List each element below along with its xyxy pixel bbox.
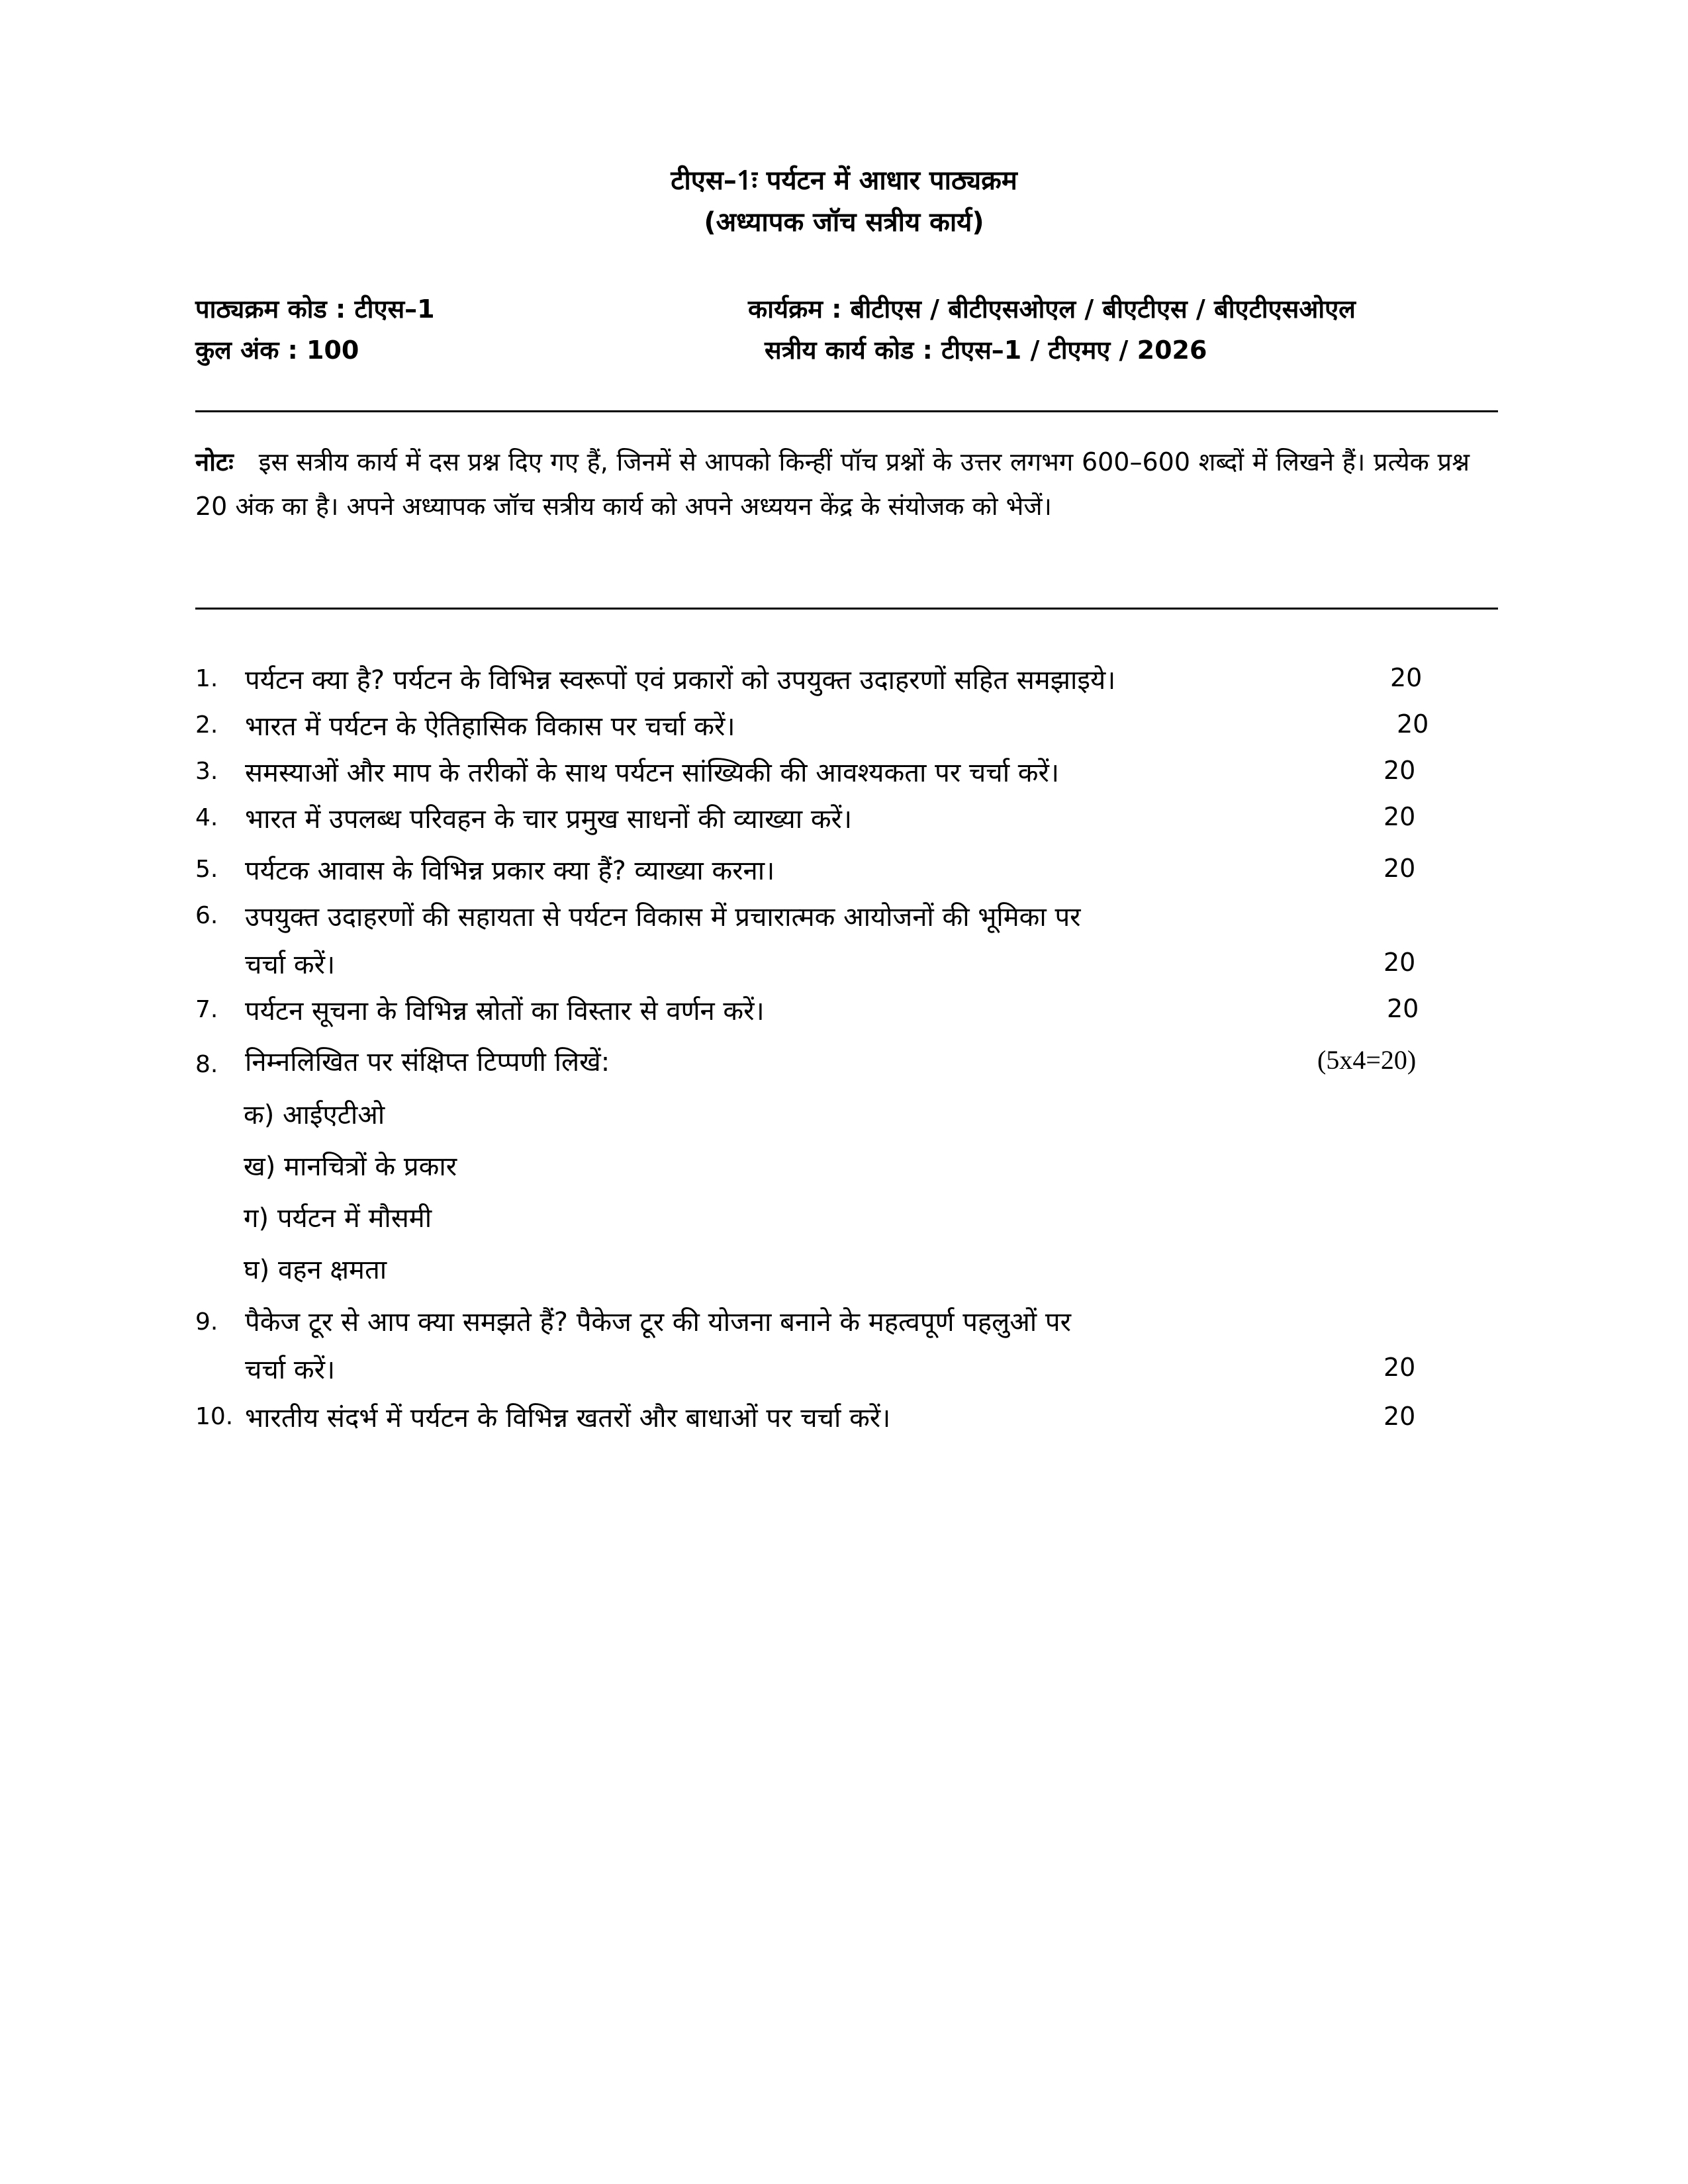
question-number: 10. <box>195 1403 234 1430</box>
question-number: 1. <box>195 665 218 692</box>
question-text-continued: चर्चा करें। <box>245 950 336 980</box>
sub-item: क) आईएटीओ <box>244 1100 385 1130</box>
question-number: 6. <box>195 902 218 929</box>
question-marks: 20 <box>1390 663 1423 692</box>
question-text: पर्यटन सूचना के विभिन्न स्रोतों का विस्तार से वर्णन करें। <box>245 996 765 1026</box>
question-number: 9. <box>195 1308 218 1336</box>
question-number: 8. <box>195 1051 218 1078</box>
question-text: भारत में पर्यटन के ऐतिहासिक विकास पर चर्चा करें। <box>245 711 735 742</box>
question-text: पर्यटक आवास के विभिन्न प्रकार क्या हैं? व्याख्या करना। <box>245 856 775 886</box>
question-marks: 20 <box>1383 948 1416 977</box>
question-text: भारतीय संदर्भ में पर्यटन के विभिन्न खतरों और बाधाओं पर चर्चा करें। <box>245 1403 891 1433</box>
question-marks: 20 <box>1383 1402 1416 1431</box>
question-marks: (5x4=20) <box>1317 1045 1417 1075</box>
question-marks: 20 <box>1383 756 1416 785</box>
note-label: नोटः <box>195 447 234 477</box>
programme: कार्यक्रम : बीटीएस / बीटीएसओएल / बीएटीएस / बीएटीएसओएल <box>748 295 1356 324</box>
question-text: उपयुक्त उदाहरणों की सहायता से पर्यटन विकास में प्रचारात्मक आयोजनों की भूमिका पर <box>245 902 1081 933</box>
total-marks: कुल अंक : 100 <box>195 336 359 365</box>
question-number: 2. <box>195 711 218 739</box>
sub-item: ख) मानचित्रों के प्रकार <box>244 1152 457 1182</box>
sub-item: घ) वहन क्षमता <box>244 1255 387 1285</box>
question-text-continued: चर्चा करें। <box>245 1355 336 1385</box>
question-marks: 20 <box>1383 1353 1416 1382</box>
question-number: 7. <box>195 996 218 1023</box>
question-marks: 20 <box>1383 854 1416 883</box>
question-text: निम्नलिखित पर संक्षिप्त टिप्पणी लिखें: <box>245 1047 610 1077</box>
divider-bottom <box>195 608 1498 610</box>
question-number: 4. <box>195 804 218 831</box>
question-text: समस्याओं और माप के तरीकों के साथ पर्यटन सांख्यिकी की आवश्यकता पर चर्चा करें। <box>245 758 1060 788</box>
sub-item: ग) पर्यटन में मौसमी <box>244 1203 432 1234</box>
document-title: टीएस–1ः पर्यटन में आधार पाठ्यक्रम <box>671 165 1017 196</box>
course-code: पाठ्यक्रम कोड : टीएस–1 <box>195 295 435 324</box>
divider-top <box>195 410 1498 412</box>
question-text: पर्यटन क्या है? पर्यटन के विभिन्न स्वरूपों एवं प्रकारों को उपयुक्त उदाहरणों सहित समझाइये। <box>245 665 1116 696</box>
question-number: 3. <box>195 758 218 785</box>
assignment-code: सत्रीय कार्य कोड : टीएस–1 / टीएमए / 2026 <box>765 336 1207 365</box>
question-text: भारत में उपलब्ध परिवहन के चार प्रमुख साधनों की व्याख्या करें। <box>245 804 853 835</box>
note-text: इस सत्रीय कार्य में दस प्रश्न दिए गए हैं, जिनमें से आपको किन्हीं पॉच प्रश्नों के उत्तर लगभग 600–600 शब्दों में लिखने हैं। प्रत्येक प्रश्न 20 अंक का है। अपने अध्यापक जॉच सत्रीय कार्य को अपने अध्ययन केंद्र के संयोजक को भेजें। <box>195 447 1470 521</box>
question-marks: 20 <box>1383 802 1416 831</box>
document-subtitle: (अध्यापक जॉच सत्रीय कार्य) <box>704 207 984 238</box>
question-text: पैकेज टूर से आप क्या समझते हैं? पैकेज टूर की योजना बनाने के महत्वपूर्ण पहलुओं पर <box>245 1307 1071 1338</box>
question-marks: 20 <box>1397 709 1429 739</box>
question-marks: 20 <box>1387 994 1419 1023</box>
question-number: 5. <box>195 856 218 883</box>
note-block <box>195 440 1470 529</box>
